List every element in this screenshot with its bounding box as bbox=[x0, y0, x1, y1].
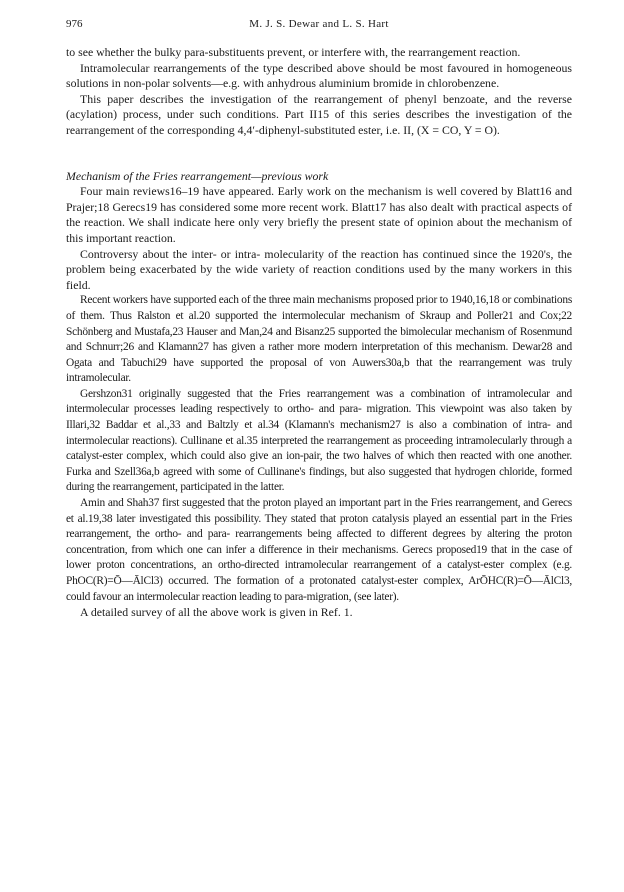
paragraph: to see whether the bulky para-substituents prevent, or interfere with, the rearrangement reaction. bbox=[66, 45, 521, 59]
section-heading: Mechanism of the Fries rearrangement—previous work bbox=[66, 168, 329, 183]
paragraph: Controversy about the inter- or intra- molecularity of the reaction has continued since the 1920's, the problem being exacerbated by the wide variety of reaction conditions used by the many workers in this field. bbox=[66, 246, 572, 292]
page-number: 976 bbox=[66, 18, 83, 30]
paragraph: This paper describes the investigation of the rearrangement of phenyl benzoate, and the reverse (acylation) process, under such conditions. Part II15 of this series describes the investigation of the rearrangement of the corresponding 4,4′-diphenyl-substituted ester, i.e. II, (X = CO, Y = O). bbox=[66, 91, 572, 137]
running-head: M. J. S. Dewar and L. S. Hart bbox=[249, 18, 389, 30]
paragraph: Intramolecular rearrangements of the type described above should be most favoured in homogeneous solutions in non-polar solvents—e.g. with anhydrous aluminium bromide in chlorobenzene. bbox=[66, 60, 572, 91]
paragraph: Four main reviews16–19 have appeared. Early work on the mechanism is well covered by Blatt16 and Prajer;18 Gerecs19 has considered some more recent work. Blatt17 has also dealt with practical aspects of the reaction. We shall indicate here only very briefly the present state of opinion about the mechanism of this important reaction. bbox=[66, 184, 572, 245]
paragraph: Gershzon31 originally suggested that the Fries rearrangement was a combination of intramolecular and intermolecular processes leading respectively to ortho- and para- migration. This viewpoint was also taken by Illari,32 Baddar et al.,33 and Baltzly et al.34 (Klamann's mechanism27 is also a combination of intra- and intermolecular reactions). Cullinane et al.35 interpreted the rearrangement as proceeding intramolecularly through a catalyst-ester complex, which could also give an ion-pair, the two halves of which then reacted with one another. Furka and Szell36a,b agreed with some of Cullinane's findings, but also suggested that hydrogen chloride, formed during the rearrangement, participated in the latter. bbox=[66, 387, 572, 494]
paragraph: Recent workers have supported each of the three main mechanisms proposed prior to 1940,16,18 or combinations of them. Thus Ralston et al.20 supported the intermolecular mechanism of Skraup and Poller21 and Cox;22 Schönberg and Mustafa,23 Hauser and Man,24 and Bisanz25 supported the bimolecular mechanism of Rosenmund and Schnurr;26 and Klamann27 has given a rather more modern interpretation of this mechanism. Dewar28 and Ogata and Tabuchi29 have supported the proposal of von Auwers30a,b that the rearrangement was truly intramolecular. bbox=[66, 294, 572, 385]
page-header bbox=[66, 18, 572, 34]
paragraph: A detailed survey of all the above work is given in Ref. 1. bbox=[80, 605, 353, 620]
paragraph: Amin and Shah37 first suggested that the proton played an important part in the Fries rearrangement, and Gerecs et al.19,38 later investigated this possibility. They stated that proton catalysis played an essential part in the Fries rearrangement, the ortho- and para- rearrangements being affected to different degrees by altering the proton concentration, from which one can infer a difference in their mechanisms. Gerecs proposed19 that in the case of lower proton concentrations, an ortho-directed intramolecular rearrangement of a catalyst-ester complex (e.g. PhOC(R)=Ō—ĀlCl3) occurred. The formation of a protonated catalyst-ester complex, ArŌHC(R)=Ō—ĀlCl3, could favour an intermolecular reaction leading to para-migration, (see later). bbox=[66, 497, 572, 603]
article-body bbox=[66, 45, 572, 621]
